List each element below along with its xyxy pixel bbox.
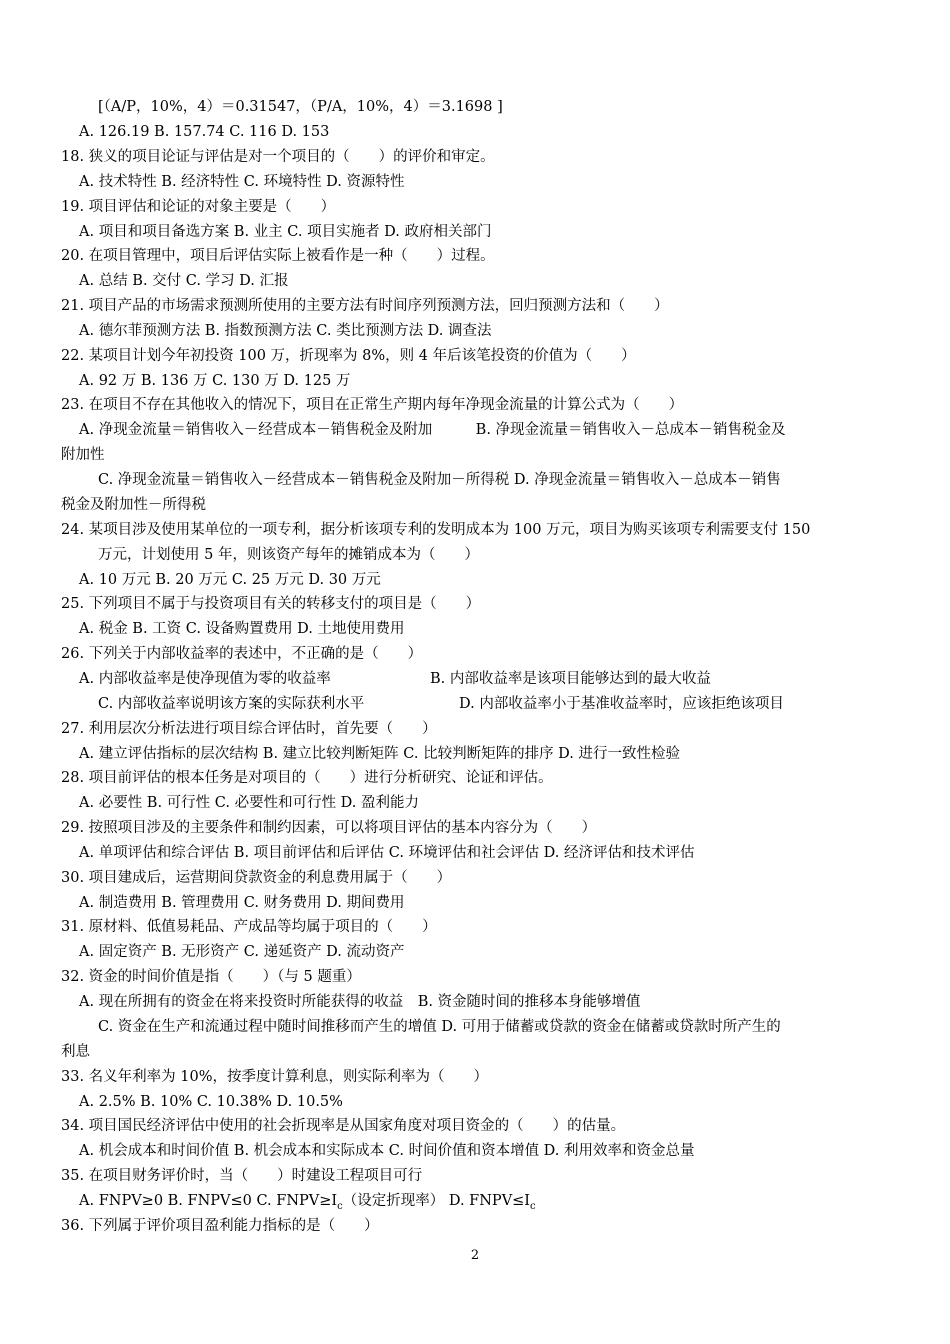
q19-options: A. 项目和项目备选方案 B. 业主 C. 项目实施者 D. 政府相关部门: [79, 224, 492, 240]
q26-option-d: D. 内部收益率小于基准收益率时，应该拒绝该项目: [459, 696, 784, 712]
q35-options-part1: A. FNPV≥0 B. FNPV≤0 C. FNPV≥I: [79, 1193, 338, 1209]
q18-options: A. 技术特性 B. 经济特性 C. 环境特性 D. 资源特性: [79, 174, 405, 190]
q35-options-part2: （设定折现率） D. FNPV≤I: [342, 1193, 531, 1209]
q27-options: A. 建立评估指标的层次结构 B. 建立比较判断矩阵 C. 比较判断矩阵的排序 D. 进行一致性检验: [79, 746, 681, 762]
q17-options: A. 126.19 B. 157.74 C. 116 D. 153: [79, 124, 330, 140]
q32-options-line3: 利息: [61, 1044, 90, 1060]
q21-text: 21. 项目产品的市场需求预测所使用的主要方法有时间序列预测方法，回归预测方法和（ ）: [61, 298, 669, 314]
q26-option-a: A. 内部收益率是使净现值为零的收益率: [79, 671, 331, 687]
q34-text: 34. 项目国民经济评估中使用的社会折现率是从国家角度对项目资金的（ ）的估量。: [61, 1118, 626, 1134]
q25-options: A. 税金 B. 工资 C. 设备购置费用 D. 土地使用费用: [79, 621, 405, 637]
q26-text: 26. 下列关于内部收益率的表述中，不正确的是（ ）: [61, 646, 423, 662]
q35-subscript-c1: c: [337, 1200, 343, 1212]
q18-text: 18. 狭义的项目论证与评估是对一个项目的（ ）的评价和审定。: [61, 149, 495, 165]
q28-options: A. 必要性 B. 可行性 C. 必要性和可行性 D. 盈利能力: [79, 795, 420, 811]
q24-text-line2: 万元，计划使用 5 年，则该资产每年的摊销成本为（ ）: [98, 547, 479, 563]
q23-options-line4: 税金及附加性－所得税: [61, 497, 206, 513]
q27-text: 27. 利用层次分析法进行项目综合评估时，首先要（ ）: [61, 721, 437, 737]
q23-options-line1: A. 净现金流量＝销售收入－经营成本－销售税金及附加 B. 净现金流量＝销售收入－总成本－销售税金及: [79, 422, 786, 438]
q26-option-b: B. 内部收益率是该项目能够达到的最大收益: [430, 671, 711, 687]
q32-text: 32. 资金的时间价值是指（ ）（与 5 题重）: [61, 969, 361, 985]
q22-text: 22. 某项目计划今年初投资 100 万，折现率为 8%，则 4 年后该笔投资的价值为（ ）: [61, 348, 636, 364]
q33-options: A. 2.5% B. 10% C. 10.38% D. 10.5%: [79, 1094, 343, 1110]
q31-text: 31. 原材料、低值易耗品、产成品等均属于项目的（ ）: [61, 919, 437, 935]
q31-options: A. 固定资产 B. 无形资产 C. 递延资产 D. 流动资产: [79, 944, 405, 960]
q36-text: 36. 下列属于评价项目盈利能力指标的是（ ）: [61, 1218, 379, 1234]
q26-option-c: C. 内部收益率说明该方案的实际获利水平: [98, 696, 365, 712]
q30-options: A. 制造费用 B. 管理费用 C. 财务费用 D. 期间费用: [79, 895, 405, 911]
q35-text: 35. 在项目财务评价时，当（ ）时建设工程项目可行: [61, 1168, 423, 1184]
q24-text-line1: 24. 某项目涉及使用某单位的一项专利，据分析该项专利的发明成本为 100 万元，项目为购买该项专利需要支付 150: [61, 522, 811, 538]
q32-options-line2: C. 资金在生产和流通过程中随时间推移而产生的增值 D. 可用于储蓄或贷款的资金在储蓄或贷款时所产生的: [98, 1019, 781, 1035]
q20-text: 20. 在项目管理中，项目后评估实际上被看作是一种（ ）过程。: [61, 248, 495, 264]
q28-text: 28. 项目前评估的根本任务是对项目的（ ）进行分析研究、论证和评估。: [61, 770, 553, 786]
q21-options: A. 德尔菲预测方法 B. 指数预测方法 C. 类比预测方法 D. 调查法: [79, 323, 492, 339]
q29-options: A. 单项评估和综合评估 B. 项目前评估和后评估 C. 环境评估和社会评估 D. 经济评估和技术评估: [79, 845, 695, 861]
q35-subscript-c2: c: [530, 1200, 536, 1212]
q19-text: 19. 项目评估和论证的对象主要是（ ）: [61, 199, 336, 215]
q29-text: 29. 按照项目涉及的主要条件和制约因素，可以将项目评估的基本内容分为（ ）: [61, 820, 597, 836]
q30-text: 30. 项目建成后，运营期间贷款资金的利息费用属于（ ）: [61, 870, 452, 886]
q23-options-line3: C. 净现金流量＝销售收入－经营成本－销售税金及附加－所得税 D. 净现金流量＝销售收入－总成本－销售: [98, 472, 781, 488]
q25-text: 25. 下列项目不属于与投资项目有关的转移支付的项目是（ ）: [61, 596, 481, 612]
q35-options: [79, 1192, 536, 1216]
q20-options: A. 总结 B. 交付 C. 学习 D. 汇报: [79, 273, 289, 289]
q32-options-line1: A. 现在所拥有的资金在将来投资时所能获得的收益 B. 资金随时间的推移本身能够增值: [79, 994, 641, 1010]
q22-options: A. 92 万 B. 136 万 C. 130 万 D. 125 万: [79, 373, 351, 389]
q34-options: A. 机会成本和时间价值 B. 机会成本和实际成本 C. 时间价值和资本增值 D. 利用效率和资金总量: [79, 1143, 695, 1159]
q33-text: 33. 名义年利率为 10%，按季度计算利息，则实际利率为（ ）: [61, 1069, 489, 1085]
page-number: 2: [470, 1248, 480, 1263]
q23-text: 23. 在项目不存在其他收入的情况下，项目在正常生产期内每年净现金流量的计算公式为（ ）: [61, 397, 684, 413]
q24-options: A. 10 万元 B. 20 万元 C. 25 万元 D. 30 万元: [79, 572, 381, 588]
formula-note: [（A/P，10%，4）＝0.31547，（P/A，10%，4）＝3.1698 ]: [98, 99, 503, 115]
q23-options-line2: 附加性: [61, 447, 105, 463]
